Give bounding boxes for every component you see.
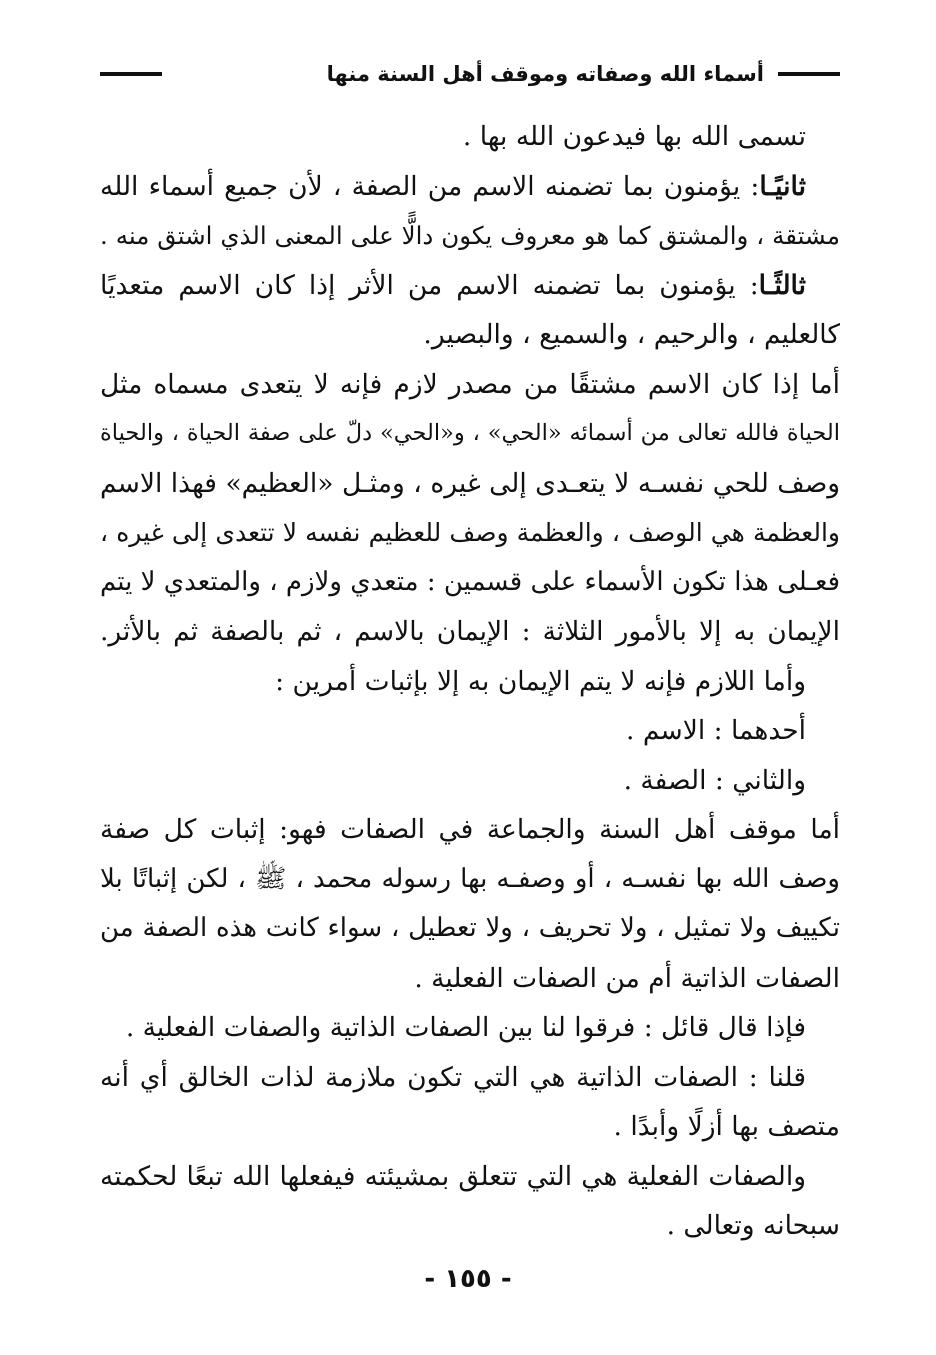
text-line: وأما اللازم فإنه لا يتم الإيمان به إلا بإثبات أمرين : bbox=[275, 665, 806, 697]
page-number: - ١٥٥ - bbox=[424, 1264, 512, 1294]
text-line: مشتقة ، والمشتق كما هو معروف يكون دالًّا على المعنى الذي اشتق منه . bbox=[100, 221, 840, 250]
text-line: سبحانه وتعالى . bbox=[666, 1210, 840, 1241]
text-line: أما موقف أهل السنة والجماعة في الصفات فهو: إثبات كل صفة bbox=[100, 814, 840, 845]
header-rule-right bbox=[778, 72, 840, 76]
text-line: أحدهما : الاسم . bbox=[626, 715, 806, 746]
text-line: وصف الله بها نفسـه ، أو وصفـه بها رسوله محمد ، ﷺ ، لكن إثباتًا بلا bbox=[100, 863, 840, 894]
text-line: والثاني : الصفة . bbox=[623, 764, 806, 796]
header-rule-left bbox=[100, 72, 162, 76]
text-line: ثانيًـا: يؤمنون بما تضمنه الاسم من الصفة ، لأن جميع أسماء الله bbox=[100, 170, 806, 202]
text-line: قلنا : الصفات الذاتية هي التي تكون ملازمة لذات الخالق أي أنه bbox=[100, 1061, 806, 1093]
running-header-title: أسماء الله وصفاته وموقف أهل السنة منها bbox=[326, 62, 764, 86]
text-line: كالعليم ، والرحيم ، والسميع ، والبصير. bbox=[423, 319, 840, 350]
running-header bbox=[100, 52, 840, 96]
text-line: فإذا قال قائل : فرقوا لنا بين الصفات الذاتية والصفات الفعلية . bbox=[125, 1012, 806, 1043]
text-line: فعـلى هذا تكون الأسماء على قسمين : متعدي ولازم ، والمتعدي لا يتم bbox=[100, 566, 840, 597]
text-line: متصف بها أزلًا وأبدًا . bbox=[613, 1111, 840, 1142]
text-line: تسمى الله بها فيدعون الله بها . bbox=[462, 121, 806, 152]
body-text bbox=[100, 112, 840, 1251]
text-line: تكييف ولا تمثيل ، ولا تحريف ، ولا تعطيل ، سواء كانت هذه الصفة من bbox=[100, 913, 840, 943]
text-line: الحياة فالله تعالى من أسمائه «الحي» ، و«الحي» دلّ على صفة الحياة ، والحياة bbox=[100, 420, 840, 446]
text-line: أما إذا كان الاسم مشتقًا من مصدر لازم فإنه لا يتعدى مسماه مثل bbox=[100, 368, 840, 400]
text-line: والعظمة هي الوصف ، والعظمة وصف للعظيم نفسه لا تتعدى إلى غيره ، bbox=[100, 518, 840, 547]
text-line: الصفات الذاتية أم من الصفات الفعلية . bbox=[414, 962, 840, 994]
text-line: والصفات الفعلية هي التي تتعلق بمشيئته فيفعلها الله تبعًا لحكمته bbox=[100, 1160, 806, 1192]
paragraph-lead: ثانيًـا bbox=[759, 170, 806, 202]
text-line: ثالثًـا: يؤمنون بما تضمنه الاسم من الأثر إذا كان الاسم متعديًا bbox=[100, 269, 806, 301]
text-line: الإيمان به إلا بالأمور الثلاثة : الإيمان بالاسم ، ثم بالصفة ثم بالأثر. bbox=[100, 616, 840, 647]
paragraph-lead: ثالثًـا bbox=[758, 269, 806, 301]
text-line: وصف للحي نفسـه لا يتعـدى إلى غيره ، ومثـل «العظيم» فهذا الاسم bbox=[100, 467, 840, 499]
